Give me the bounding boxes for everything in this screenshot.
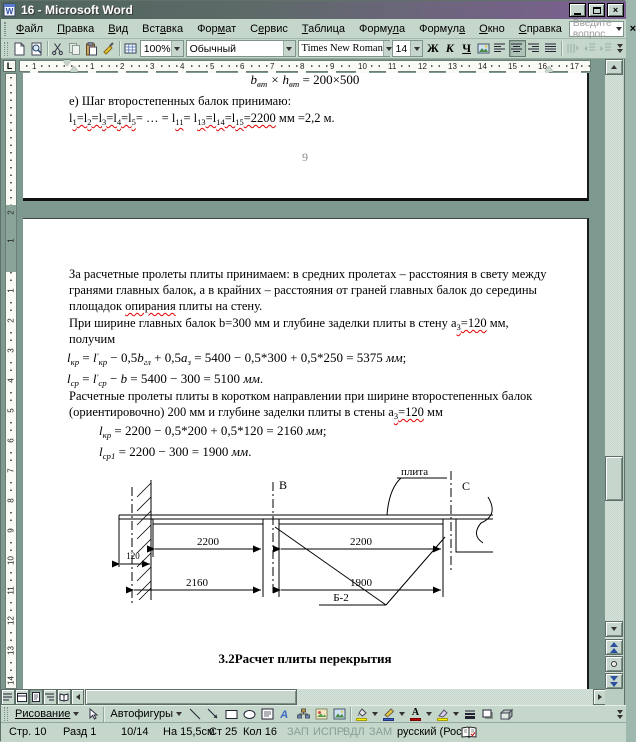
- arrow-down-icon: [611, 627, 617, 631]
- select-objects-button[interactable]: [83, 706, 101, 723]
- select-arrow-icon: [87, 708, 98, 720]
- line-icon: [189, 708, 201, 720]
- insert-clipart-button[interactable]: [312, 706, 330, 723]
- document-area: [1, 73, 607, 689]
- increase-indent-icon: [600, 43, 612, 54]
- align-center-icon: [511, 43, 523, 54]
- drawing-toolbar: [1, 705, 626, 723]
- outline-view-button[interactable]: [43, 689, 57, 705]
- font-color-letter: А: [411, 706, 420, 718]
- title-bar: [1, 1, 626, 19]
- new-document-icon: [13, 42, 26, 56]
- style-combo[interactable]: [186, 40, 296, 57]
- status-position: 10/14: [121, 726, 149, 738]
- status-bar: [1, 723, 626, 742]
- font-color-dropdown-icon[interactable]: [426, 712, 432, 716]
- vruler-number: 3: [7, 345, 16, 357]
- normal-view-icon: [3, 693, 13, 702]
- diagram-plate-label: плита: [401, 466, 429, 478]
- text-line: Расчетные пролеты плиты в коротком направлении при ширине второстепенных балок: [69, 389, 533, 403]
- text-box-icon: [261, 708, 274, 720]
- status-track-changes[interactable]: ИСПР: [313, 726, 345, 738]
- scroll-down-button[interactable]: [605, 621, 623, 637]
- insert-picture-button[interactable]: [475, 40, 492, 57]
- chevron-down-icon: [617, 715, 623, 719]
- line-style-icon: [464, 709, 476, 719]
- rectangle-icon: [225, 709, 238, 720]
- diagram-icon: [297, 708, 310, 720]
- tables-borders-button[interactable]: [122, 40, 139, 57]
- size-value: 14: [395, 42, 408, 55]
- scroll-up-button[interactable]: [605, 59, 623, 75]
- scrollbar-corner: [605, 689, 624, 705]
- svg-text:A: A: [278, 709, 289, 721]
- toolbar-grip[interactable]: [4, 707, 8, 721]
- style-value: Обычный: [189, 42, 236, 55]
- previous-page-button[interactable]: [605, 639, 623, 655]
- ruler-number: 16: [538, 62, 547, 71]
- window-title: 16 - Microsoft Word: [21, 3, 133, 17]
- menu-formula-2[interactable]: Формула: [419, 22, 466, 35]
- vruler-number: 11: [6, 586, 16, 595]
- menu-edit[interactable]: Правка: [57, 22, 95, 35]
- close-button[interactable]: ×: [607, 3, 624, 17]
- formula-beam-section: $b_{вт} \times h_{вт} = 200\times 500$: [250, 72, 360, 89]
- decrease-indent-icon: [584, 43, 596, 54]
- status-overtype-mode[interactable]: ЗАМ: [369, 726, 393, 738]
- dim-value-120: 120: [126, 551, 140, 561]
- zoom-dropdown-icon[interactable]: [171, 41, 183, 56]
- picture-icon: [333, 708, 346, 720]
- align-left-button[interactable]: [492, 40, 509, 57]
- wordart-button[interactable]: [276, 706, 294, 723]
- text-line: За расчетные пролеты плиты принимаем: в средних пролетах – расстояния в свету между: [69, 267, 547, 281]
- dim-value-2200-right: 2200: [350, 536, 372, 548]
- vruler-number: 9: [7, 525, 16, 537]
- chevron-down-icon: [617, 44, 623, 48]
- vruler-number: 1: [6, 238, 16, 243]
- ruler-number: 6: [240, 62, 245, 71]
- underline-button[interactable]: Ч: [462, 41, 472, 55]
- drawbar-options-button[interactable]: [614, 705, 626, 723]
- format-painter-button[interactable]: [100, 40, 117, 57]
- spellcheck-book-icon[interactable]: [461, 726, 477, 739]
- page-number: 9: [302, 150, 308, 164]
- menu-bar: [1, 17, 636, 40]
- fill-color-button[interactable]: [353, 706, 370, 722]
- ruler-number: 11: [388, 62, 397, 71]
- tables-borders-icon: [124, 42, 137, 55]
- status-section: Разд 1: [63, 726, 97, 738]
- paste-icon: [85, 42, 98, 56]
- maximize-icon: [593, 7, 601, 14]
- print-preview-icon: [30, 42, 43, 56]
- toolbar-separator: [47, 41, 48, 56]
- vruler-number: 7: [7, 465, 16, 477]
- reading-view-button[interactable]: [57, 689, 71, 705]
- browse-dot-icon: [611, 661, 617, 667]
- word-app-icon: [3, 3, 17, 17]
- diagram-axis-b-label: В: [279, 478, 288, 492]
- chevron-down-icon: [617, 49, 623, 53]
- menu-insert[interactable]: Вставка: [142, 22, 184, 35]
- svg-text:W: W: [5, 7, 14, 16]
- bold-button[interactable]: Ж: [426, 41, 439, 55]
- justify-icon: [545, 43, 557, 54]
- insert-picture-from-file-button[interactable]: [330, 706, 348, 723]
- chevron-down-icon: [176, 712, 182, 716]
- outline-view-icon: [45, 693, 55, 702]
- status-record-mode[interactable]: ЗАП: [287, 726, 309, 738]
- font-value: Times New Roman: [301, 43, 383, 54]
- ruler-number: 2: [120, 62, 125, 71]
- font-color-bar: [410, 718, 421, 721]
- ask-question-placeholder: Введите вопрос: [572, 17, 612, 40]
- toolbar-grip[interactable]: [4, 22, 6, 36]
- decrease-indent-button[interactable]: [581, 40, 598, 57]
- print-preview-button[interactable]: [28, 40, 45, 57]
- line-color-bar: [383, 718, 394, 721]
- size-dropdown-icon[interactable]: [410, 41, 422, 56]
- ruler-number: 12: [418, 62, 427, 71]
- page-9[interactable]: [23, 73, 589, 201]
- menu-window[interactable]: Окно: [479, 22, 505, 35]
- text-line: $l_1=l_2=l_3=l_4=l_5=$ … = $l_{11}= l_{13}=l_{14}=l_{15}=2200$ мм =2,2 м.: [69, 111, 335, 127]
- highlight-color-bar: [437, 718, 448, 721]
- ruler-number: 15: [508, 62, 517, 71]
- chevron-down-icon: [73, 712, 79, 716]
- maximize-button[interactable]: [588, 3, 605, 17]
- shadow-style-icon: [482, 709, 495, 720]
- text-line: получим: [69, 332, 116, 346]
- align-left-icon: [494, 43, 506, 54]
- autoshapes-menu-button[interactable]: [106, 706, 186, 722]
- section-heading: 3.2Расчет плиты перекрытия: [218, 651, 392, 666]
- format-painter-icon: [102, 42, 115, 55]
- close-menu-button[interactable]: ×: [629, 22, 636, 35]
- menu-table[interactable]: Таблица: [301, 22, 345, 35]
- ruler-number: 14: [478, 62, 487, 71]
- ruler-number: 1: [32, 62, 37, 71]
- numbering-icon: [567, 43, 579, 54]
- line-color-pencil-icon: [383, 708, 395, 717]
- size-combo[interactable]: [392, 40, 424, 57]
- standard-toolbar: [1, 39, 626, 59]
- text-line: е) Шаг второстепенных балок принимаю:: [69, 94, 292, 108]
- arrow-icon: [207, 708, 219, 720]
- menu-format[interactable]: Формат: [197, 22, 237, 35]
- highlighter-icon: [437, 708, 449, 717]
- highlight-color-button[interactable]: [434, 706, 451, 722]
- print-layout-icon: [31, 692, 41, 702]
- left-beam-outline: [153, 519, 263, 597]
- ruler-number: 1: [90, 62, 95, 71]
- arrow-up-icon: [611, 65, 617, 69]
- toolbar-separator: [561, 41, 562, 56]
- vruler-number: 13: [6, 646, 16, 655]
- ruler-number: 3: [150, 62, 155, 71]
- align-right-icon: [528, 43, 540, 54]
- toolbar-grip[interactable]: [4, 42, 8, 56]
- vertical-ruler[interactable]: [5, 73, 17, 689]
- line-color-button[interactable]: [380, 706, 397, 722]
- new-document-button[interactable]: [11, 40, 28, 57]
- diagram-beam-label: Б-2: [333, 592, 349, 604]
- ruler-number: 7: [270, 62, 275, 71]
- toolbar-separator: [103, 707, 104, 722]
- vruler-number: 4: [7, 375, 16, 387]
- line-color-dropdown-icon[interactable]: [399, 712, 405, 716]
- ruler-number: 8: [300, 62, 305, 71]
- picture-icon: [477, 42, 490, 55]
- beam-scheme-diagram[interactable]: [79, 457, 509, 627]
- fill-bucket-icon: [356, 708, 368, 717]
- scroll-left-button[interactable]: [71, 689, 84, 705]
- print-layout-view-button[interactable]: [29, 689, 43, 705]
- line-style-button[interactable]: [461, 706, 479, 723]
- minimize-button[interactable]: [569, 3, 586, 17]
- numbering-button[interactable]: [564, 40, 581, 57]
- vruler-number: 2: [6, 210, 16, 215]
- line-tool-button[interactable]: [186, 706, 204, 723]
- vruler-number: 1: [7, 285, 16, 297]
- next-page-button[interactable]: [605, 673, 623, 689]
- vruler-number: 14: [6, 676, 16, 685]
- status-language[interactable]: русский (Рос: [397, 726, 462, 738]
- text-box-button[interactable]: [258, 706, 276, 723]
- menu-tools[interactable]: Сервис: [250, 22, 288, 35]
- cut-button[interactable]: [50, 40, 67, 57]
- arrow-tool-button[interactable]: [204, 706, 222, 723]
- formula-span-middle: $l_{ср} = l'_{ср} - b = 5400 - 300 = 5100$ мм.: [67, 371, 264, 388]
- oval-tool-button[interactable]: [240, 706, 258, 723]
- status-at: На 15,5см: [163, 726, 215, 738]
- text-line: площадок опирания плиты на стену.: [69, 299, 263, 313]
- vruler-number: 8: [7, 495, 16, 507]
- diagram-axis-c-label: С: [462, 479, 471, 493]
- copy-button[interactable]: [66, 40, 83, 57]
- increase-indent-button[interactable]: [598, 40, 615, 57]
- status-extend-mode[interactable]: ВДЛ: [343, 726, 365, 738]
- double-up-icon: [610, 642, 618, 653]
- double-down-icon: [610, 676, 618, 687]
- toolbar-separator: [350, 707, 351, 722]
- vertical-scroll-thumb[interactable]: [605, 456, 623, 501]
- paste-button[interactable]: [83, 40, 100, 57]
- ruler-number: 4: [180, 62, 185, 71]
- align-center-button[interactable]: [509, 40, 526, 57]
- align-right-button[interactable]: [526, 40, 543, 57]
- status-page: Стр. 10: [9, 726, 47, 738]
- dim-value-1900: 1900: [350, 577, 372, 589]
- status-column: Кол 16: [243, 726, 277, 738]
- break-line: [476, 497, 492, 543]
- menu-formula-1[interactable]: Формула: [358, 22, 406, 35]
- toolbar-separator: [119, 41, 120, 56]
- font-color-button[interactable]: [407, 706, 424, 722]
- ruler-number: 13: [448, 62, 457, 71]
- page-10[interactable]: [23, 218, 589, 689]
- font-combo[interactable]: [298, 40, 390, 57]
- web-layout-icon: [17, 693, 27, 702]
- draw-menu-button[interactable]: [11, 706, 83, 722]
- wordart-icon: [279, 708, 292, 720]
- vruler-number: 6: [7, 435, 16, 447]
- toolbar-options-button[interactable]: [615, 40, 626, 58]
- vertical-scrollbar[interactable]: [605, 59, 623, 689]
- menu-file[interactable]: Файл: [16, 22, 44, 35]
- fill-color-bar: [356, 718, 367, 721]
- autoshapes-label: Автофигуры: [110, 708, 173, 720]
- tab-type-selector[interactable]: L: [3, 60, 16, 72]
- menu-help[interactable]: Справка: [518, 22, 562, 35]
- horizontal-scroll-thumb[interactable]: [85, 689, 297, 705]
- cut-icon: [51, 42, 64, 55]
- formula-slab-edge: $l_{кр} = 2200 - 0,5*200 + 0,5*120 = 2160$ мм;: [99, 423, 327, 440]
- ruler-number: 9: [330, 62, 335, 71]
- formula-slab-middle: $l_{ср1} = 2200 - 300 = 1900$ мм.: [99, 444, 252, 461]
- justify-button[interactable]: [542, 40, 559, 57]
- formula-span-edge: $l_{кр} = l'_{кр} - 0,5b_{гл} + 0,5а_з = 5400 - 0,5*300 + 0,5*250 = 5375$ мм;: [67, 350, 407, 367]
- text-line: гранями главных балок, а в крайних – расстояния от граней главных балок до середины: [69, 283, 537, 297]
- dim-value-2200-left: 2200: [197, 536, 219, 548]
- dim-value-2160: 2160: [186, 577, 208, 589]
- reading-view-icon: [59, 693, 69, 702]
- minimize-icon: [574, 13, 581, 15]
- vruler-number: 5: [7, 405, 16, 417]
- rectangle-tool-button[interactable]: [222, 706, 240, 723]
- insert-diagram-button[interactable]: [294, 706, 312, 723]
- zoom-value: 100%: [143, 42, 171, 55]
- threed-style-button[interactable]: [497, 706, 515, 723]
- plate-leader: [387, 478, 447, 515]
- arrow-left-icon: [76, 694, 80, 700]
- italic-button[interactable]: К: [445, 41, 454, 55]
- highlight-dropdown-icon[interactable]: [453, 712, 459, 716]
- next-span-edge: [456, 519, 493, 552]
- text-line: При ширине главных балок b=300 мм и глубине заделки плиты в стену $а_3=120$ мм,: [69, 316, 509, 332]
- status-line: Ст 25: [209, 726, 238, 738]
- shadow-style-button[interactable]: [479, 706, 497, 723]
- vruler-number: 10: [6, 556, 16, 565]
- clipart-icon: [315, 708, 328, 720]
- vruler-number: 2: [7, 315, 16, 327]
- web-layout-view-button[interactable]: [15, 689, 29, 705]
- select-browse-object-button[interactable]: [605, 656, 623, 672]
- fill-color-dropdown-icon[interactable]: [372, 712, 378, 716]
- threed-style-icon: [500, 709, 513, 720]
- menu-view[interactable]: Вид: [108, 22, 129, 35]
- oval-icon: [243, 709, 256, 720]
- copy-icon: [68, 42, 81, 55]
- normal-view-button[interactable]: [1, 689, 15, 705]
- draw-menu-label: Рисование: [15, 708, 71, 720]
- chevron-down-icon: [617, 710, 623, 714]
- wall-hatch: [137, 483, 151, 600]
- ruler-number: 17: [570, 62, 579, 71]
- horizontal-scrollbar[interactable]: [1, 689, 607, 705]
- question-dropdown-icon[interactable]: [616, 22, 622, 36]
- ruler-number: 5: [210, 62, 215, 71]
- text-line: (ориентировочно) 200 мм и глубине заделки плиты в стены $а_3=120$ мм: [69, 405, 443, 421]
- vruler-number: 12: [6, 616, 16, 625]
- ruler-number: 10: [358, 62, 367, 71]
- style-dropdown-icon[interactable]: [283, 41, 295, 56]
- arrow-right-icon: [598, 694, 602, 700]
- zoom-combo[interactable]: [140, 40, 184, 57]
- ask-question-box[interactable]: [569, 17, 624, 40]
